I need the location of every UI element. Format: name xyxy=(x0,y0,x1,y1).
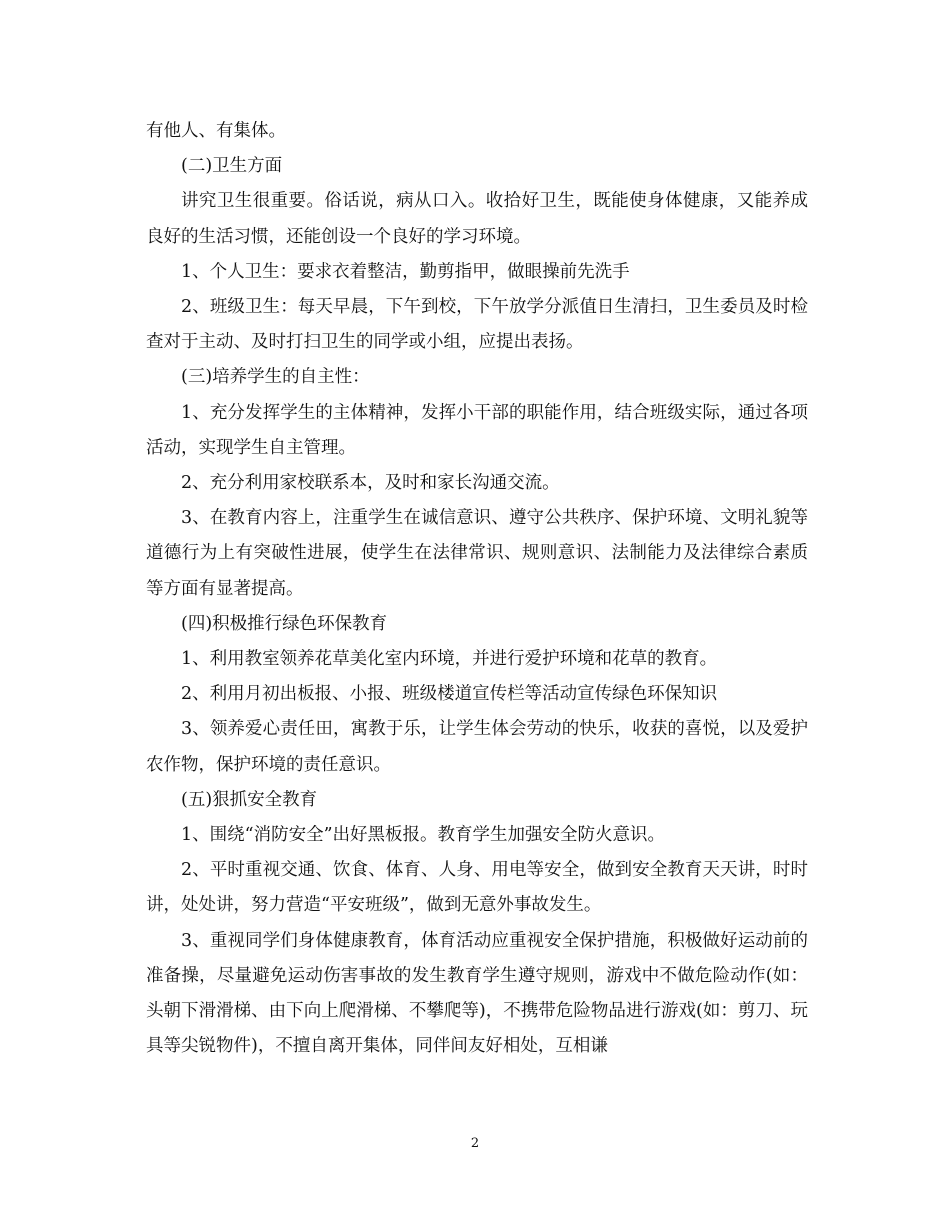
paragraph: 1、围绕“消防安全”出好黑板报。教育学生加强安全防火意识。 xyxy=(181,825,666,846)
paragraph: 讲究卫生很重要。俗话说，病从口入。收拾好卫生，既能使身体健康，又能养成良好的生活习惯，还能创设一个良好的学习环境。 xyxy=(146,191,808,247)
paragraph: 1、个人卫生：要求衣着整洁，勤剪指甲，做眼操前先洗手 xyxy=(181,261,630,282)
paragraph: (五)狠抓安全教育 xyxy=(181,789,318,810)
paragraph: 3、重视同学们身体健康教育，体育活动应重视安全保护措施，积极做好运动前的准备操，尽量避免运动伤害事故的发生教育学生遵守规则，游戏中不做危险动作(如：头朝下滑滑梯、由下向上爬滑梯、不攀爬等)，不携带危险物品进行游戏(如：剪刀、玩具等尖锐物件)，不擅自离开集体，同伴间友好相处，互相谦 xyxy=(146,930,808,1057)
paragraph: 2、平时重视交通、饮食、体育、人身、用电等安全，做到安全教育天天讲，时时讲，处处讲，努力营造“平安班级”，做到无意外事故发生。 xyxy=(146,860,808,916)
paragraph: (二)卫生方面 xyxy=(181,156,283,177)
paragraph: 1、充分发挥学生的主体精神，发挥小干部的职能作用，结合班级实际，通过各项活动，实现学生自主管理。 xyxy=(146,402,808,458)
paragraph: 2、班级卫生：每天早晨，下午到校，下午放学分派值日生清扫，卫生委员及时检查对于主动、及时打扫卫生的同学或小组，应提出表扬。 xyxy=(146,297,808,353)
paragraph: 2、利用月初出板报、小报、班级楼道宣传栏等活动宣传绿色环保知识 xyxy=(181,684,718,705)
paragraph: 3、在教育内容上，注重学生在诚信意识、遵守公共秩序、保护环境、文明礼貌等道德行为上有突破性进展，使学生在法律常识、规则意识、法制能力及法律综合素质等方面有显著提高。 xyxy=(146,508,808,599)
paragraph: 有他人、有集体。 xyxy=(146,121,286,141)
paragraph: 1、利用教室领养花草美化室内环境，并进行爱护环境和花草的教育。 xyxy=(181,649,718,670)
paragraph: 2、充分利用家校联系本，及时和家长沟通交流。 xyxy=(181,473,560,494)
document-body xyxy=(146,114,808,1064)
paragraph: (三)培养学生的自主性： xyxy=(181,367,370,388)
paragraph: (四)积极推行绿色环保教育 xyxy=(181,613,388,634)
page-number: 2 xyxy=(470,1136,480,1151)
paragraph: 3、领养爱心责任田，寓教于乐，让学生体会劳动的快乐，收获的喜悦，以及爱护农作物，保护环境的责任意识。 xyxy=(146,719,808,775)
